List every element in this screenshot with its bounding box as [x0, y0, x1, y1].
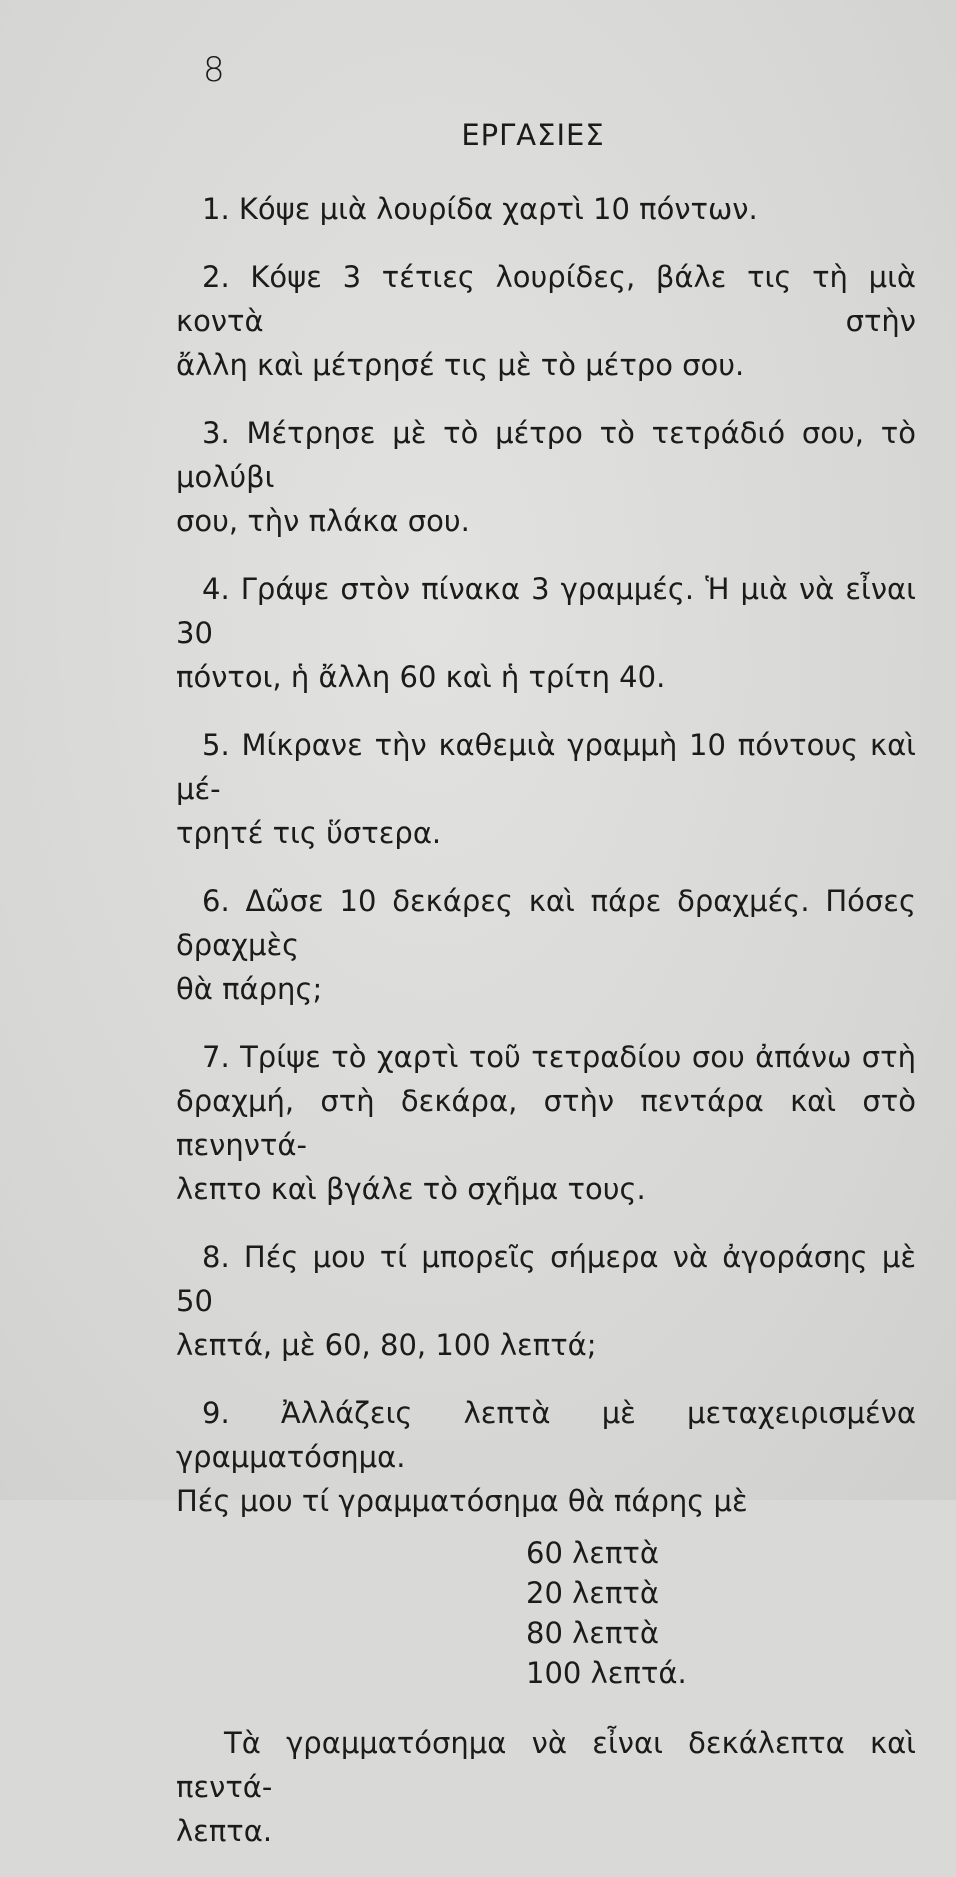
exercise-line: 5. Μίκρανε τὴν καθεμιὰ γραμμὴ 10 πόντους καὶ μέ- [176, 728, 916, 806]
exercise-4 [176, 567, 916, 699]
exercise-line: 9. Ἀλλάζεις λεπτὰ μὲ μεταχειρισμένα γραμματόσημα. [176, 1396, 916, 1474]
closing-paragraph [176, 1721, 916, 1853]
exercise-line: λεπτά, μὲ 60, 80, 100 λεπτά; [176, 1328, 597, 1362]
exercise-line: σου, τὴν πλάκα σου. [176, 504, 470, 538]
exercise-line: θὰ πάρης; [176, 972, 323, 1006]
exercise-line: 4. Γράψε στὸν πίνακα 3 γραμμές. Ἡ μιὰ νὰ εἶναι 30 [176, 572, 916, 650]
section-heading: ΕΡΓΑΣΙΕΣ [461, 118, 605, 152]
exercise-line: Πές μου τί γραμματόσημα θὰ πάρης μὲ [176, 1484, 748, 1518]
exercise-line: 7. Τρίψε τὸ χαρτὶ τοῦ τετραδίου σου ἀπάνω στὴ [202, 1040, 916, 1074]
amount-item: 20 λεπτὰ [526, 1576, 659, 1610]
amounts-list [176, 1533, 916, 1693]
exercise-line: 8. Πές μου τί μπορεῖς σήμερα νὰ ἀγοράσης μὲ 50 [176, 1240, 916, 1318]
exercise-line: 1. Κόψε μιὰ λουρίδα χαρτὶ 10 πόντων. [202, 192, 758, 226]
exercise-line: δραχμή, στὴ δεκάρα, στὴν πεντάρα καὶ στὸ πενηντά- [176, 1084, 916, 1162]
amount-item: 100 λεπτά. [526, 1656, 687, 1690]
page-number: 8 [203, 50, 225, 90]
exercise-line: ἄλλη καὶ μέτρησέ τις μὲ τὸ μέτρο σου. [176, 348, 745, 382]
exercise-1 [176, 187, 916, 231]
exercise-line: τρητέ τις ὕστερα. [176, 816, 442, 850]
exercise-5 [176, 723, 916, 855]
exercises-body [176, 187, 916, 1877]
exercise-line: λεπτο καὶ βγάλε τὸ σχῆμα τους. [176, 1172, 646, 1206]
exercise-9 [176, 1391, 916, 1523]
exercise-line: πόντοι, ἡ ἄλλη 60 καὶ ἡ τρίτη 40. [176, 660, 666, 694]
exercise-3 [176, 411, 916, 543]
exercise-6 [176, 879, 916, 1011]
exercise-8 [176, 1235, 916, 1367]
exercise-line: 2. Κόψε 3 τέτιες λουρίδες, βάλε τις τὴ μιὰ κοντὰ στὴν [176, 260, 916, 338]
exercise-line: 6. Δῶσε 10 δεκάρες καὶ πάρε δραχμές. Πόσες δραχμὲς [176, 884, 916, 962]
amount-item: 60 λεπτὰ [526, 1536, 659, 1570]
exercise-2 [176, 255, 916, 387]
exercise-7 [176, 1035, 916, 1211]
closing-line: λεπτα. [176, 1814, 273, 1848]
closing-line: Τὰ γραμματόσημα νὰ εἶναι δεκάλεπτα καὶ πεντά- [176, 1726, 916, 1804]
exercise-line: 3. Μέτρησε μὲ τὸ μέτρο τὸ τετράδιό σου, τὸ μολύβι [176, 416, 916, 494]
amount-item: 80 λεπτὰ [526, 1616, 659, 1650]
